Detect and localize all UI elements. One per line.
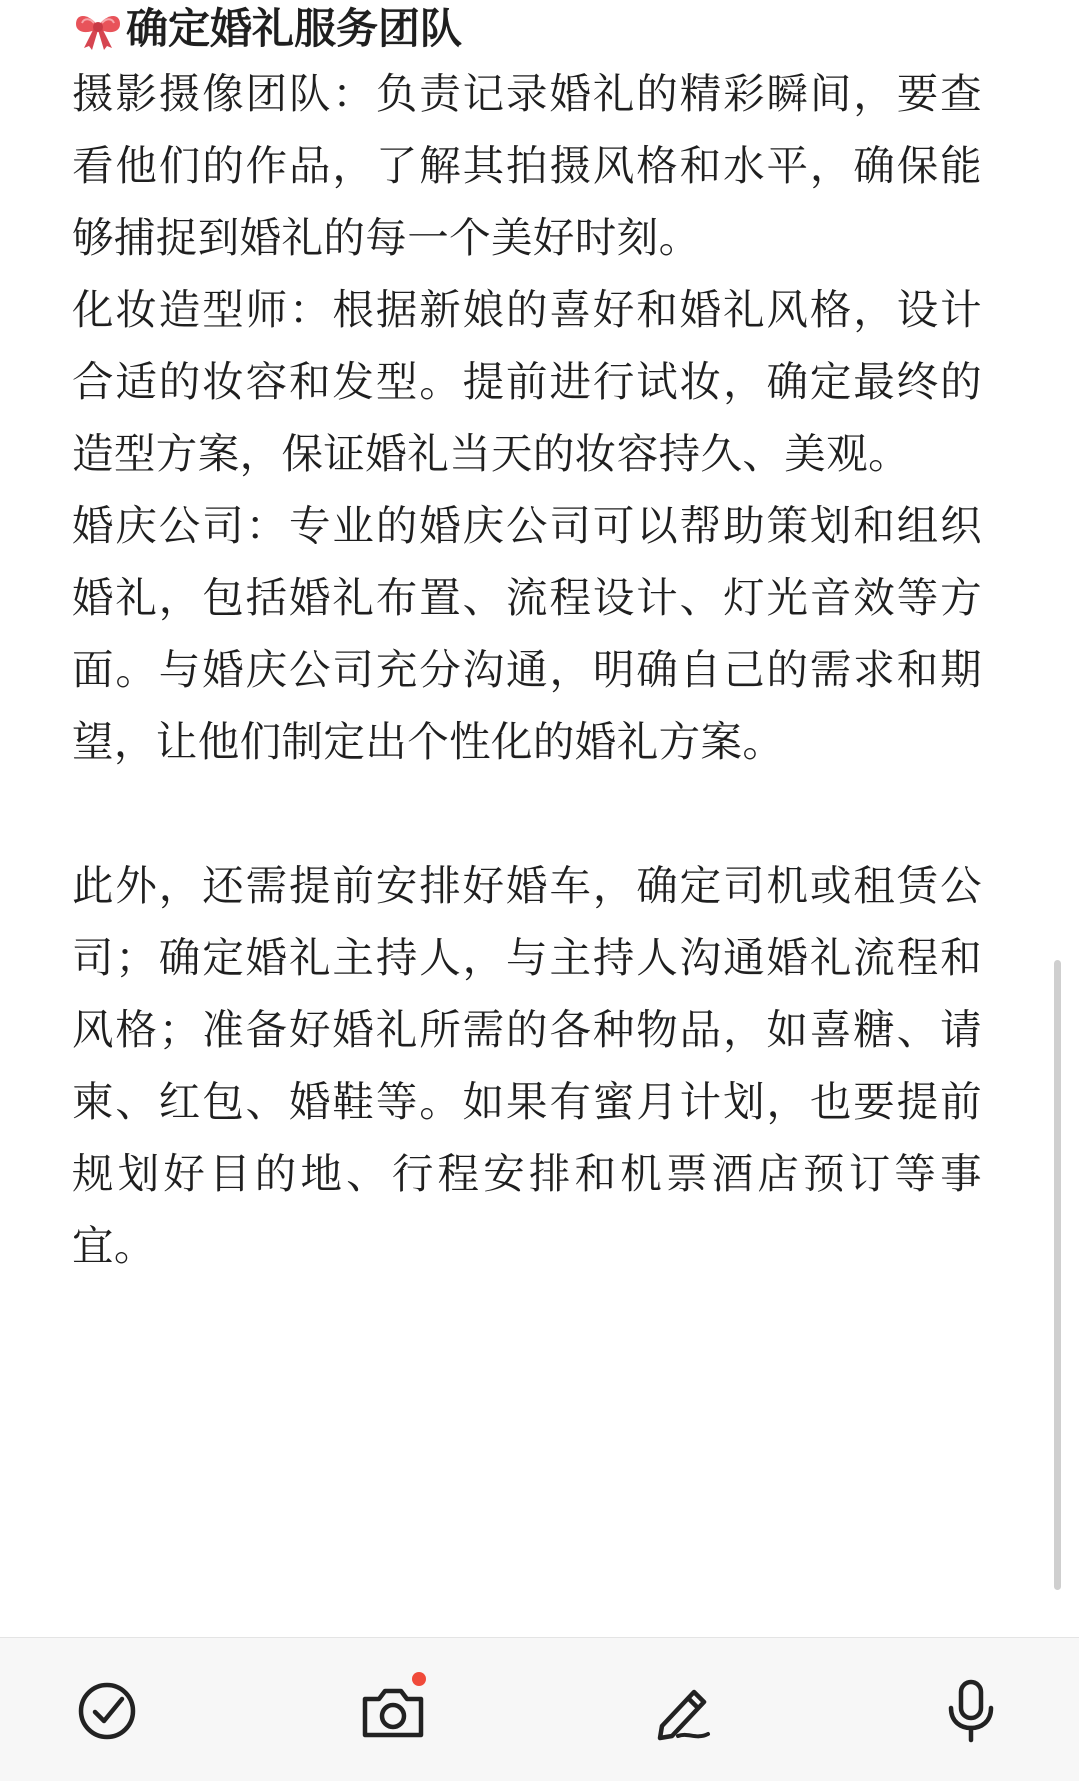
microphone-button[interactable] bbox=[936, 1676, 1006, 1746]
paragraph-photography: 摄影摄像团队：负责记录婚礼的精彩瞬间，要查看他们的作品，了解其拍摄风格和水平，确保能够捕捉到婚礼的每一个美好时刻。 bbox=[72, 69, 982, 262]
section-heading bbox=[72, 0, 982, 58]
note-content[interactable] bbox=[72, 0, 982, 1282]
pen-icon bbox=[648, 1676, 718, 1746]
camera-button[interactable] bbox=[358, 1676, 428, 1746]
checklist-icon bbox=[75, 1679, 139, 1743]
camera-icon bbox=[359, 1681, 427, 1741]
microphone-icon bbox=[943, 1676, 999, 1746]
heading-text: 确定婚礼服务团队 bbox=[126, 4, 463, 53]
scrollbar[interactable] bbox=[1054, 960, 1061, 1590]
pen-button[interactable] bbox=[648, 1676, 718, 1746]
ribbon-icon bbox=[72, 6, 124, 52]
notification-dot bbox=[412, 1672, 426, 1686]
paragraph-closing: 此外，还需提前安排好婚车，确定司机或租赁公司；确定婚礼主持人，与主持人沟通婚礼流程和风格；准备好婚礼所需的各种物品，如喜糖、请柬、红包、婚鞋等。如果有蜜月计划，也要提前规划好目的地、行程安排和机票酒店预订等事宜。 bbox=[72, 861, 982, 1270]
blank-line bbox=[72, 778, 982, 850]
paragraph-wedding-company: 婚庆公司：专业的婚庆公司可以帮助策划和组织婚礼，包括婚礼布置、流程设计、灯光音效等方面。与婚庆公司充分沟通，明确自己的需求和期望，让他们制定出个性化的婚礼方案。 bbox=[72, 501, 982, 766]
paragraph-makeup: 化妆造型师：根据新娘的喜好和婚礼风格，设计合适的妆容和发型。提前进行试妆，确定最终的造型方案，保证婚礼当天的妆容持久、美观。 bbox=[72, 285, 982, 478]
bottom-toolbar bbox=[0, 1637, 1079, 1781]
checklist-button[interactable] bbox=[72, 1676, 142, 1746]
